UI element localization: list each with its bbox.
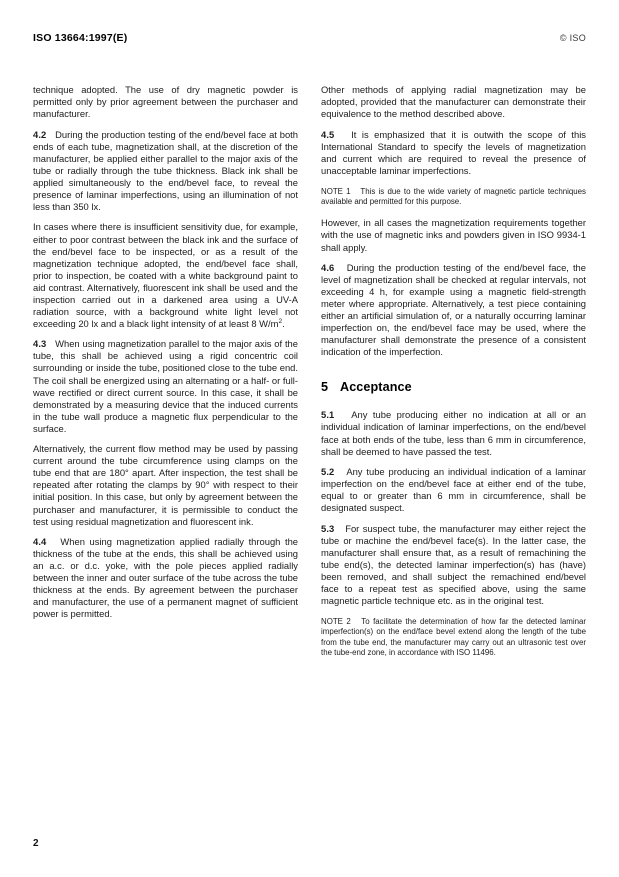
paragraph-continued: Other methods of applying radial magnetization may be adopted, provided that the manufacturer can demonstrate their equivalence to the method described above. xyxy=(321,84,586,120)
running-head xyxy=(33,32,586,46)
note-text: This is due to the wide variety of magnetic particle techniques available and permitted for this purpose. xyxy=(321,186,587,207)
page-number: 2 xyxy=(33,838,39,849)
section-heading-5 xyxy=(321,380,586,395)
clause-5-1 xyxy=(321,409,586,457)
clause-number: 5.3 xyxy=(321,522,335,534)
copyright-notice: © ISO xyxy=(559,33,586,43)
note-2 xyxy=(321,617,586,658)
clause-text: When using magnetization applied radially through the thickness of the tube at the ends, this shall be achieved using an a.c. or d.c. yoke, with the pole pieces applied radially between the inner and outer surface of the tube across the tube thickness at the ends. By agreement between the purchaser and manufacturer, the use of a permanent magnet of sufficient power is permitted. xyxy=(33,536,298,620)
clause-text: For suspect tube, the manufacturer may either reject the tube or machine the end/bevel face(s). In the latter case, the manufacturer shall ensure that, as a result of remachining the tube end(s), the detected laminar imperfection(s) has (have) been removed, and shall subject the remachined end/bevel face to a repeat test as specified above, using the same magnetic particle technique etc. as in the original test. xyxy=(321,522,586,607)
paragraph-text-end: . xyxy=(282,317,285,329)
paragraph-continued: technique adopted. The use of dry magnetic powder is permitted only by prior agreement between the purchaser and manufacturer. xyxy=(33,84,298,120)
paragraph-text: In cases where there is insufficient sensitivity due, for example, either to poor contrast between the black ink and the surface of the end/bevel face to be inspected, or as a result of the magnetization technique adopted, the end/bevel face shall, prior to inspection, be coated with a white background paint to aid contrast. Alternatively, fluorescent ink shall be used and the inspection carried out in a darkened area using a UV-A radiation source, with a background white light level not exceeding 20 lx and a black light intensity of at least 8 W/m xyxy=(33,221,298,329)
paragraph-4-5-continuation: However, in all cases the magnetization requirements together with the use of magnetic inks and powders given in ISO 9934-1 shall apply. xyxy=(321,217,586,253)
clause-text: During the production testing of the end/bevel face at both ends of each tube, magnetization shall, at the discretion of the manufacturer, be applied either parallel to the major axis of the tube or radially through the tube thickness. Black ink shall be applied simultaneously to the end/bevel face, to reveal the presence of laminar imperfections, using an illumination of not less than 350 lx. xyxy=(33,128,298,212)
two-column-body xyxy=(33,84,586,824)
clause-number: 5.2 xyxy=(321,466,335,478)
clause-text: When using magnetization parallel to the major axis of the tube, this shall be achieved using a rigid concentric coil surrounding or inside the tube, positioned close to the tube end. The coil shall be energized using an alternating or a half- or full-wave rectified or direct current source. In this case, it shall be demonstrated by a measuring device that the induced currents in the tube wall produce a magnetic flux perpendicular to the surface. xyxy=(33,338,298,434)
clause-4-4 xyxy=(33,536,298,620)
clause-text: It is emphasized that it is outwith the scope of this International Standard to specify the levels of magnetization and current which are required to reveal the presence of unacceptable laminar imperfections. xyxy=(321,128,586,176)
standard-reference: ISO 13664:1997(E) xyxy=(33,32,128,44)
clause-4-2 xyxy=(33,129,298,213)
clause-5-2 xyxy=(321,466,586,514)
clause-number: 4.5 xyxy=(321,128,335,140)
section-number: 5 xyxy=(321,380,329,395)
clause-4-5 xyxy=(321,129,586,177)
clause-text: Any tube producing either no indication at all or an individual indication of laminar imperfections, on the end/bevel face at both ends of the tube, less than 6 mm in circumference, shall be deemed to have passed the test. xyxy=(321,409,586,457)
clause-number: 4.6 xyxy=(321,262,335,274)
note-label: NOTE 2 xyxy=(321,617,351,627)
note-text: To facilitate the determination of how far the detected laminar imperfection(s) on the end/face bevel extend along the length of the tube from the tube end, the manufacturer may carry out an ultrasonic test over the tube-end zone, in accordance with ISO 11496. xyxy=(321,617,587,658)
note-label: NOTE 1 xyxy=(321,186,351,196)
clause-number: 4.2 xyxy=(33,128,47,140)
clause-number: 4.3 xyxy=(33,338,47,350)
clause-number: 5.1 xyxy=(321,409,335,421)
clause-4-6 xyxy=(321,262,586,358)
right-column xyxy=(321,84,586,658)
clause-number: 4.4 xyxy=(33,536,47,548)
left-column xyxy=(33,84,298,620)
clause-text: During the production testing of the end/bevel face, the level of magnetization shall be checked at regular intervals, not exceeding 4 h, for example using a magnetic field-strength meter where appropriate. Alternatively, a test piece containing either an artificial simulation of, or a naturally occurring laminar imperfection on, the end/bevel face may be used, where the manufacturer shall demonstrate the presence of a consistent indication of the imperfection. xyxy=(321,262,586,358)
superscript-exponent: 2 xyxy=(278,317,283,325)
clause-text: Any tube producing an individual indication of a laminar imperfection on the end/bevel face at either end of the tube, equal to or greater than 6 mm in circumference, shall be designated suspect. xyxy=(321,466,586,514)
clause-4-3 xyxy=(33,338,298,434)
clause-5-3 xyxy=(321,523,586,607)
note-1 xyxy=(321,187,586,208)
section-title: Acceptance xyxy=(340,380,412,395)
paragraph-4-2-continuation xyxy=(33,221,298,329)
paragraph-4-3-continuation: Alternatively, the current flow method may be used by passing current around the tube circumference using clamps on the tube end that are 180° apart. After inspection, the test shall be repeated after rotating the clamps by 90° with respect to their initial position. In this case, but only by agreement between the purchaser and manufacturer, it is permissible to conduct the test using residual magnetization and fluorescent ink. xyxy=(33,443,298,527)
